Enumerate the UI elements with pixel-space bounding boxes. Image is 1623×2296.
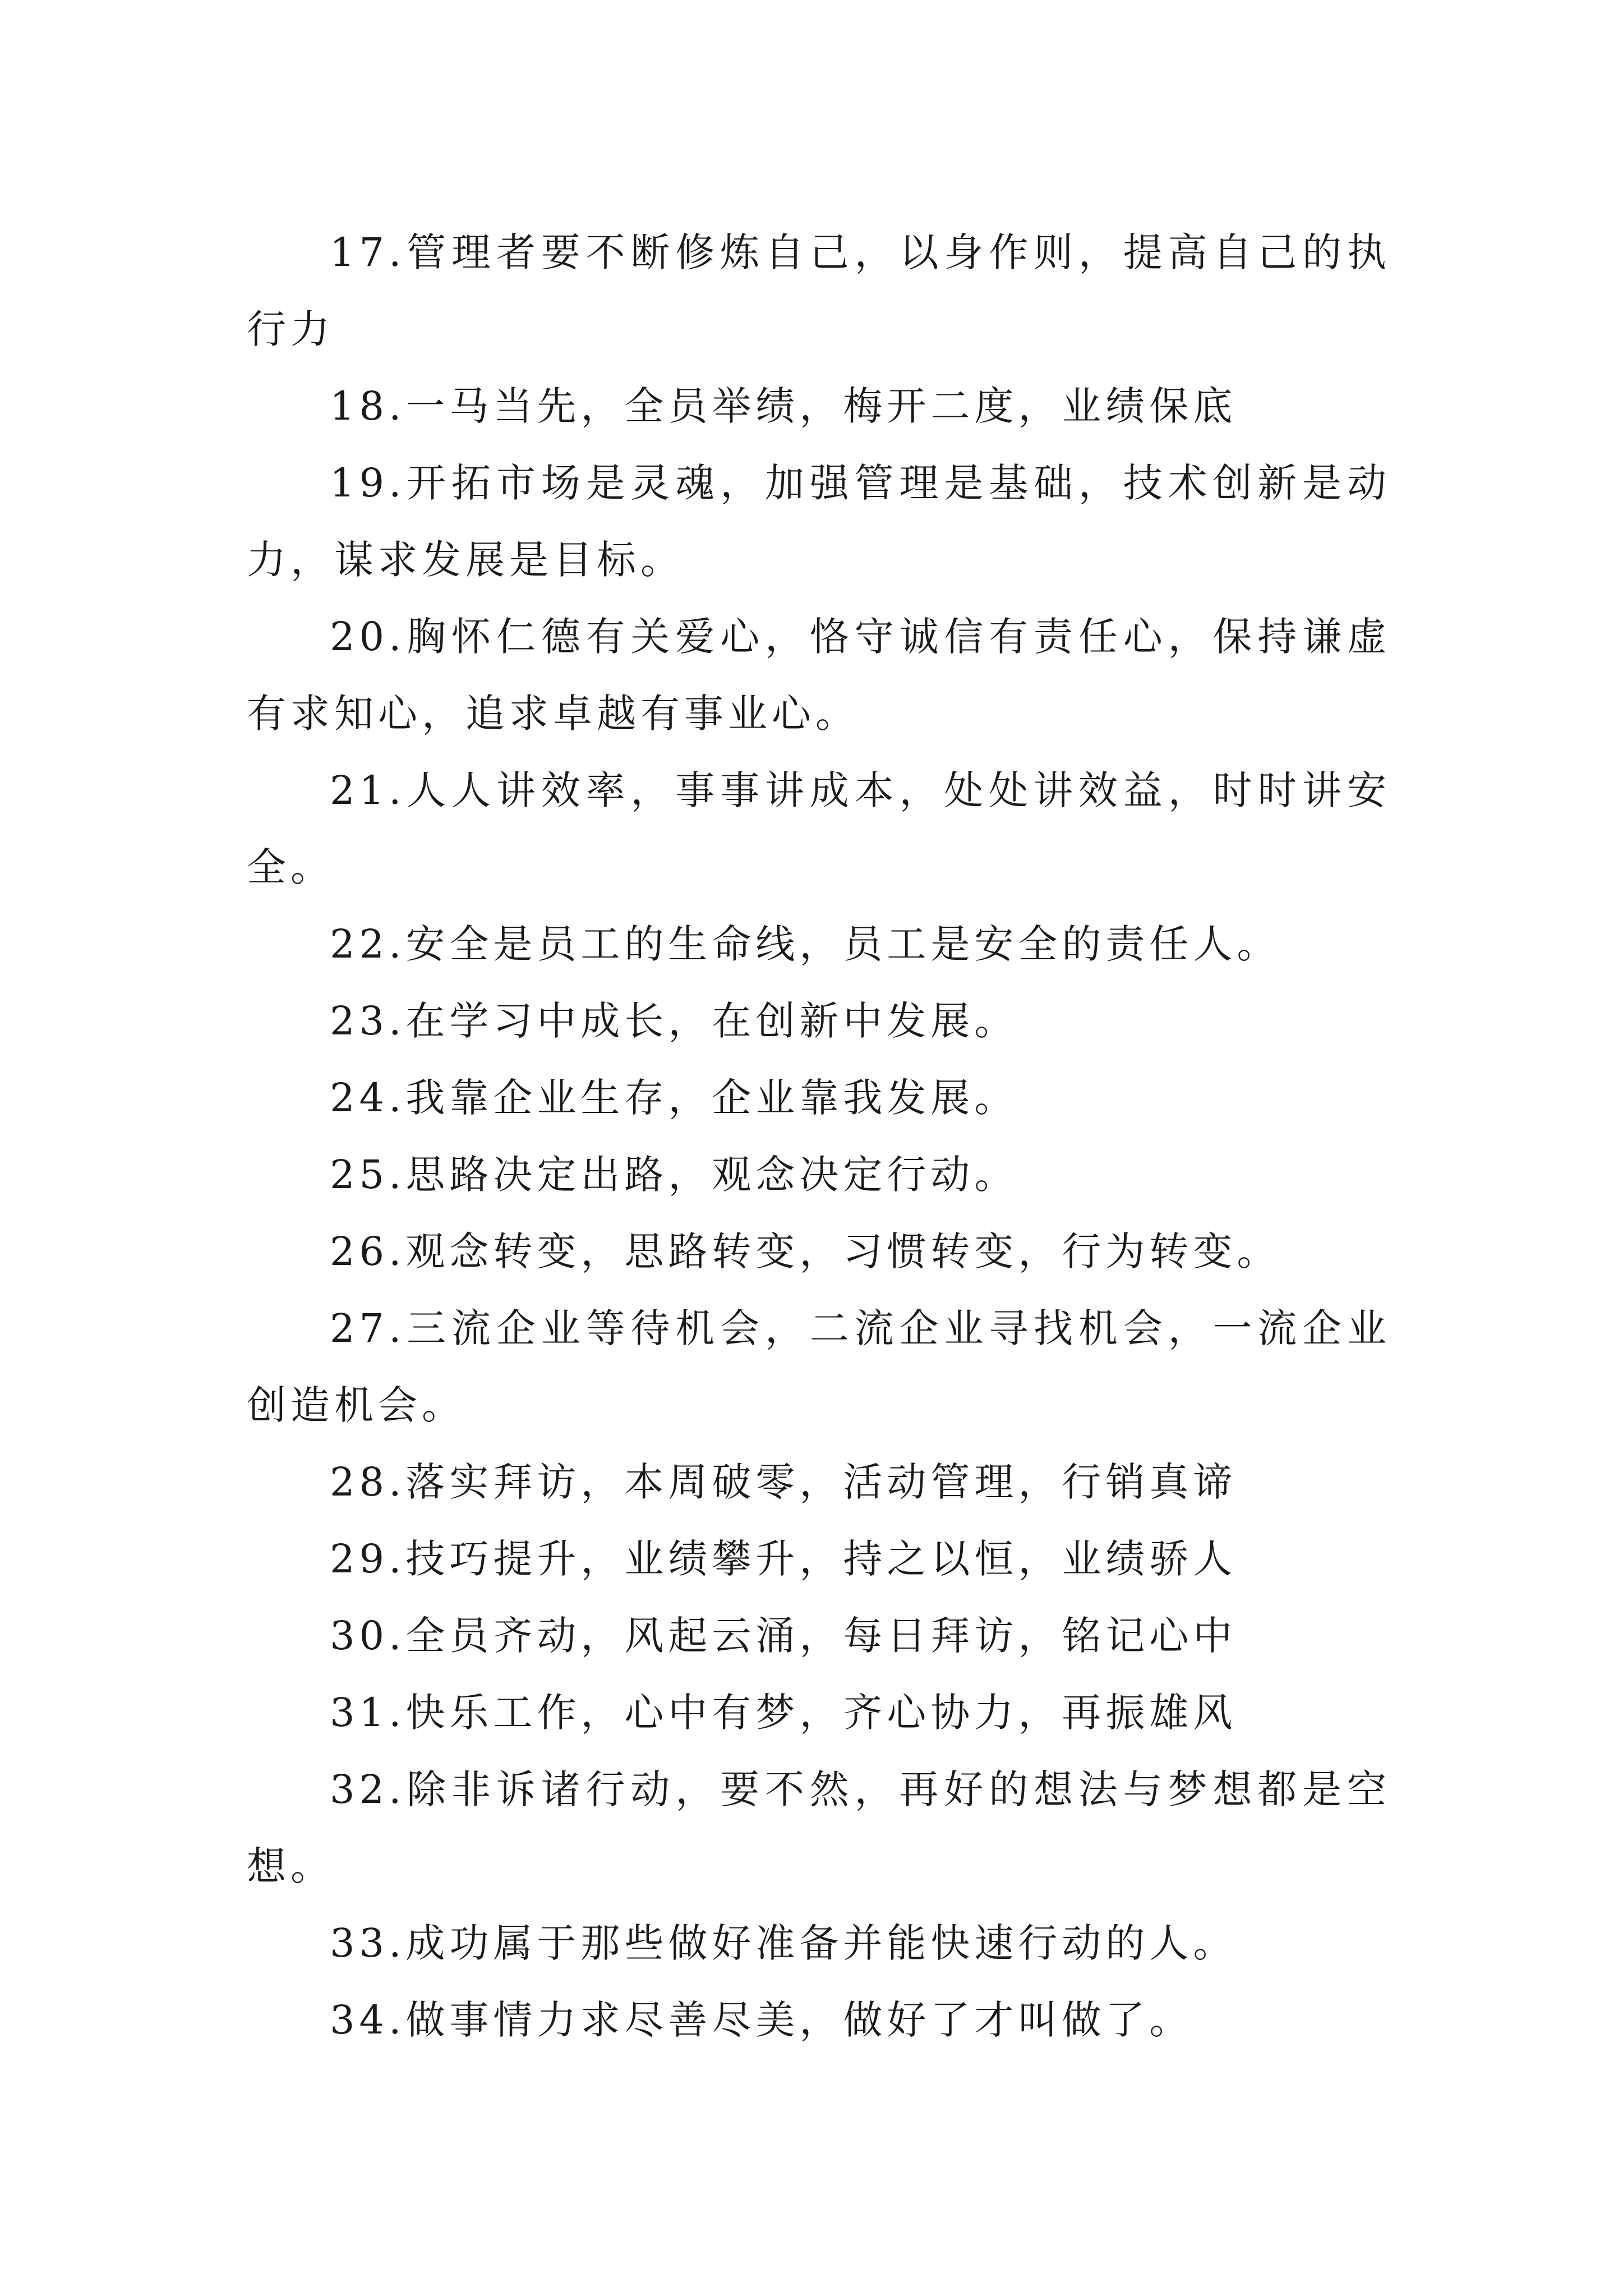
list-item: 31.快乐工作，心中有梦，齐心协力，再振雄风 (330, 1690, 1237, 1736)
list-item: 26.观念转变，思路转变，习惯转变，行为转变。 (330, 1228, 1281, 1274)
document-body (247, 214, 1391, 2059)
list-item: 18.一马当先，全员举绩，梅开二度，业绩保底 (330, 383, 1237, 429)
list-item: 30.全员齐动，风起云涌，每日拜访，铭记心中 (330, 1613, 1237, 1659)
list-item: 25.思路决定出路，观念决定行动。 (330, 1152, 1018, 1198)
list-item: 22.安全是员工的生命线，员工是安全的责任人。 (330, 921, 1281, 967)
list-item: 34.做事情力求尽善尽美，做好了才叫做了。 (330, 1997, 1193, 2043)
list-item: 20.胸怀仁德有关爱心，恪守诚信有责任心，保持谦虚有求知心，追求卓越有事业心。 (247, 614, 1391, 737)
list-item: 27.三流企业等待机会，二流企业寻找机会，一流企业创造机会。 (247, 1305, 1391, 1428)
list-item: 32.除非诉诸行动，要不然，再好的想法与梦想都是空想。 (247, 1766, 1391, 1889)
list-item: 33.成功属于那些做好准备并能快速行动的人。 (330, 1920, 1237, 1966)
list-item: 24.我靠企业生存，企业靠我发展。 (330, 1075, 1018, 1121)
list-item: 29.技巧提升，业绩攀升，持之以恒，业绩骄人 (330, 1536, 1237, 1582)
list-item: 23.在学习中成长，在创新中发展。 (330, 998, 1018, 1044)
list-item: 28.落实拜访，本周破零，活动管理，行销真谛 (330, 1459, 1237, 1505)
list-item: 21.人人讲效率，事事讲成本，处处讲效益，时时讲安全。 (247, 767, 1391, 890)
list-item: 17.管理者要不断修炼自己，以身作则，提高自己的执行力 (247, 229, 1391, 352)
list-item: 19.开拓市场是灵魂，加强管理是基础，技术创新是动力，谋求发展是目标。 (247, 460, 1391, 583)
